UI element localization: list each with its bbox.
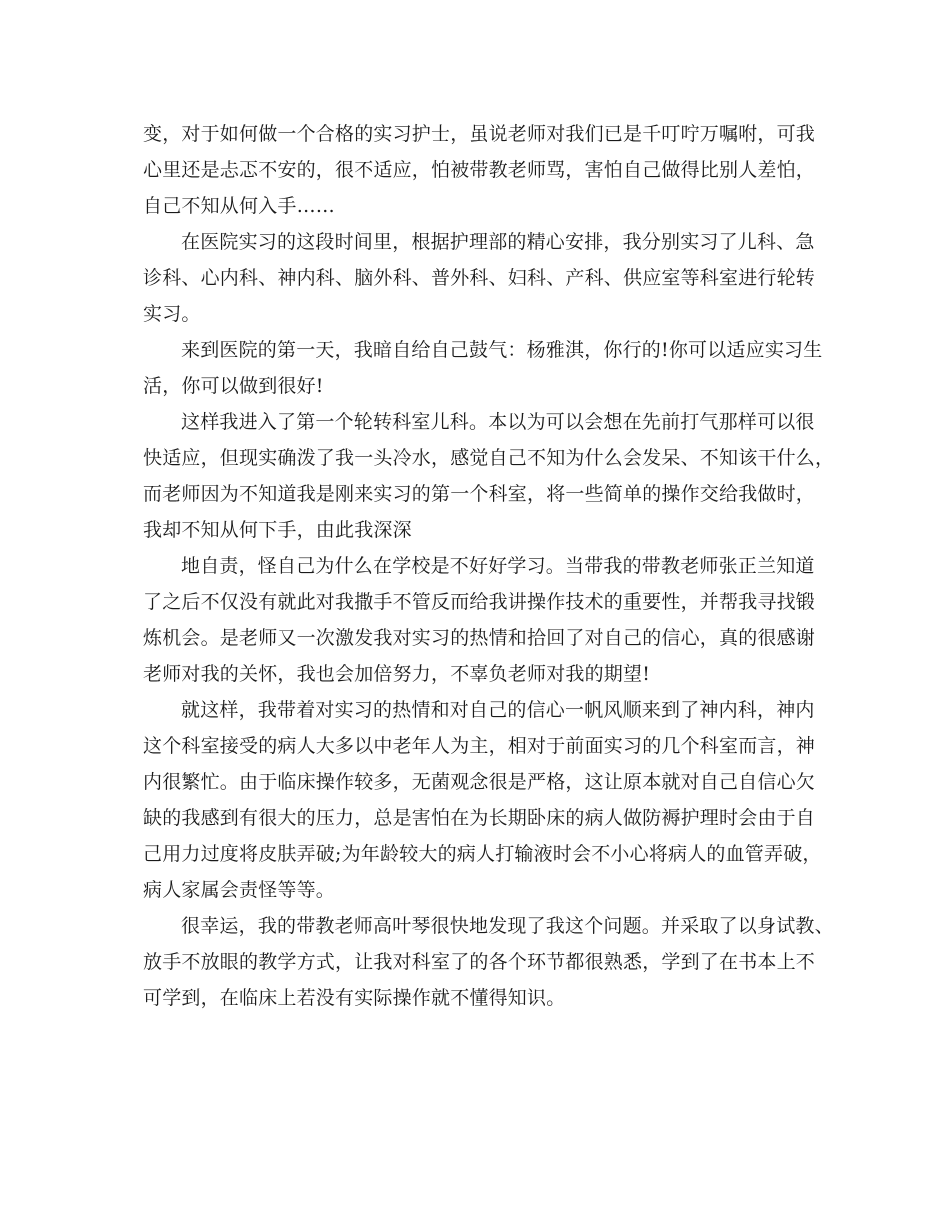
text-line: 自己不知从何入手…… [143, 195, 336, 217]
text-line: 老师对我的关怀，我也会加倍努力，不辜负老师对我的期望! [143, 663, 651, 685]
paragraph-start-line: 来到医院的第一天，我暗自给自己鼓气：杨雅淇，你行的!你可以适应实习生 [181, 339, 823, 361]
text-line: 炼机会。是老师又一次激发我对实习的热情和拾回了对自己的信心，真的很感谢 [143, 627, 816, 649]
paragraph-start-line: 这样我进入了第一个轮转科室儿科。本以为可以会想在先前打气那样可以很 [181, 411, 815, 433]
text-line: 快适应，但现实确泼了我一头冷水，感觉自己不知为什么会发呆、不知该干什么， [143, 447, 835, 469]
text-line: 了之后不仅没有就此对我撒手不管反而给我讲操作技术的重要性，并帮我寻找锻 [143, 591, 816, 613]
paragraph-start-line: 很幸运，我的带教老师高叶琴很快地发现了我这个问题。并采取了以身试教、 [181, 915, 834, 937]
text-line: 可学到，在临床上若没有实际操作就不懂得知识。 [143, 987, 566, 1009]
text-line: 我却不知从何下手，由此我深深 [143, 519, 412, 541]
paragraph-start-line: 就这样，我带着对实习的热情和对自己的信心一帆风顺来到了神内科，神内 [181, 699, 815, 721]
paragraph-start-line: 地自责，怪自己为什么在学校是不好好学习。当带我的带教老师张正兰知道 [181, 555, 815, 577]
text-line: 内很繁忙。由于临床操作较多，无菌观念很是严格，这让原本就对自己自信心欠 [143, 771, 816, 793]
text-line: 心里还是忐忑不安的，很不适应，怕被带教老师骂，害怕自己做得比别人差怕， [143, 159, 816, 181]
text-line: 病人家属会责怪等等。 [143, 879, 336, 901]
document-body [143, 116, 835, 1016]
text-line: 实习。 [143, 303, 201, 325]
paragraph-start-line: 在医院实习的这段时间里，根据护理部的精心安排，我分别实习了儿科、急 [181, 231, 815, 253]
text-line: 而老师因为不知道我是刚来实习的第一个科室，将一些简单的操作交给我做时， [143, 483, 816, 505]
text-line: 变，对于如何做一个合格的实习护士，虽说老师对我们已是千叮咛万嘱咐，可我 [143, 123, 816, 145]
text-line: 缺的我感到有很大的压力，总是害怕在为长期卧床的病人做防褥护理时会由于自 [143, 807, 816, 829]
text-line: 己用力过度将皮肤弄破;为年龄较大的病人打输液时会不小心将病人的血管弄破， [143, 843, 822, 865]
text-line: 诊科、心内科、神内科、脑外科、普外科、妇科、产科、供应室等科室进行轮转 [143, 267, 816, 289]
text-line: 这个科室接受的病人大多以中老年人为主，相对于前面实习的几个科室而言，神 [143, 735, 816, 757]
text-line: 活，你可以做到很好! [143, 375, 324, 397]
text-line: 放手不放眼的教学方式，让我对科室了的各个环节都很熟悉，学到了在书本上不 [143, 951, 816, 973]
